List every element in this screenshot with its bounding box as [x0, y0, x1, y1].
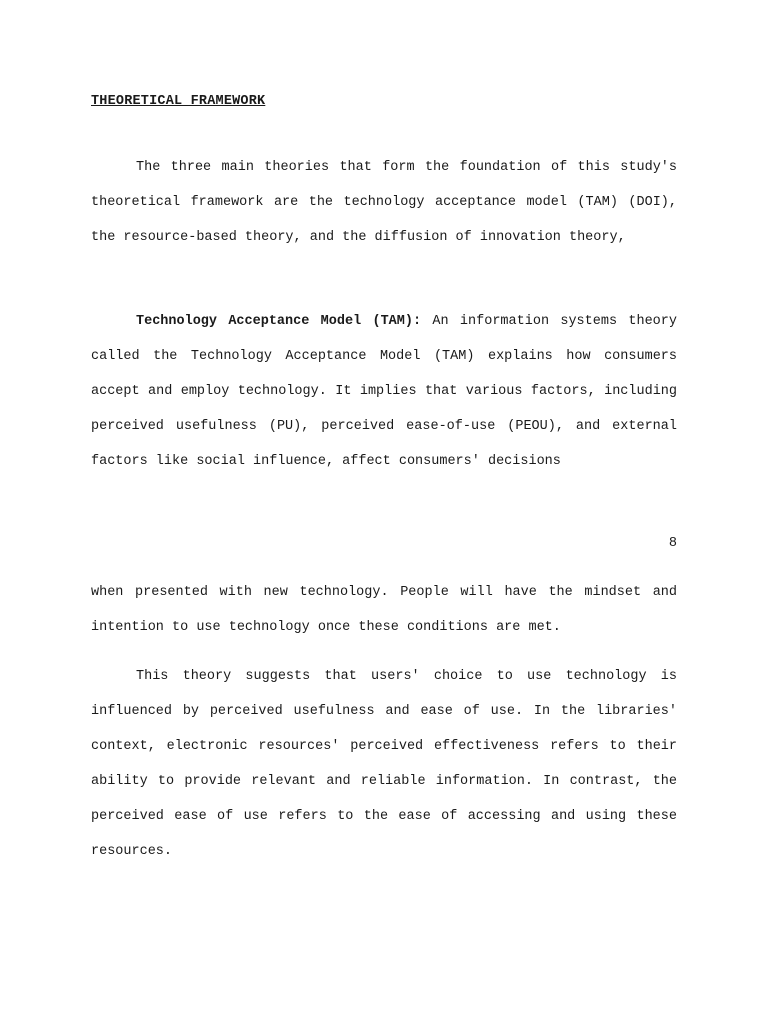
paragraph-intro: The three main theories that form the foundation of this study's theoretical framework are the technology acceptance model (TAM) (DOI), the resource-based theory, and the diffusion of innovation theory,	[91, 160, 677, 245]
document-page	[91, 0, 677, 1024]
paragraph-continuation: when presented with new technology. People will have the mindset and intention to use technology once these conditions are met.	[91, 585, 677, 635]
section-heading: THEORETICAL FRAMEWORK	[91, 94, 266, 109]
tam-description: An information systems theory called the Technology Acceptance Model (TAM) explains how consumers accept and employ technology. It implies that various factors, including perceived usefulness (PU), perceived ease-of-use (PEOU), and external factors like social influence, affect consumers' decisions	[91, 314, 677, 469]
paragraph-tam	[91, 304, 677, 479]
paragraph-theory-choice: This theory suggests that users' choice to use technology is influenced by perceived usefulness and ease of use. In the libraries' context, electronic resources' perceived effectiveness refers to their ability to provide relevant and reliable information. In contrast, the perceived ease of use refers to the ease of accessing and using these resources.	[91, 669, 677, 859]
page-number: 8	[668, 536, 677, 551]
tam-term: Technology Acceptance Model (TAM):	[136, 314, 422, 329]
